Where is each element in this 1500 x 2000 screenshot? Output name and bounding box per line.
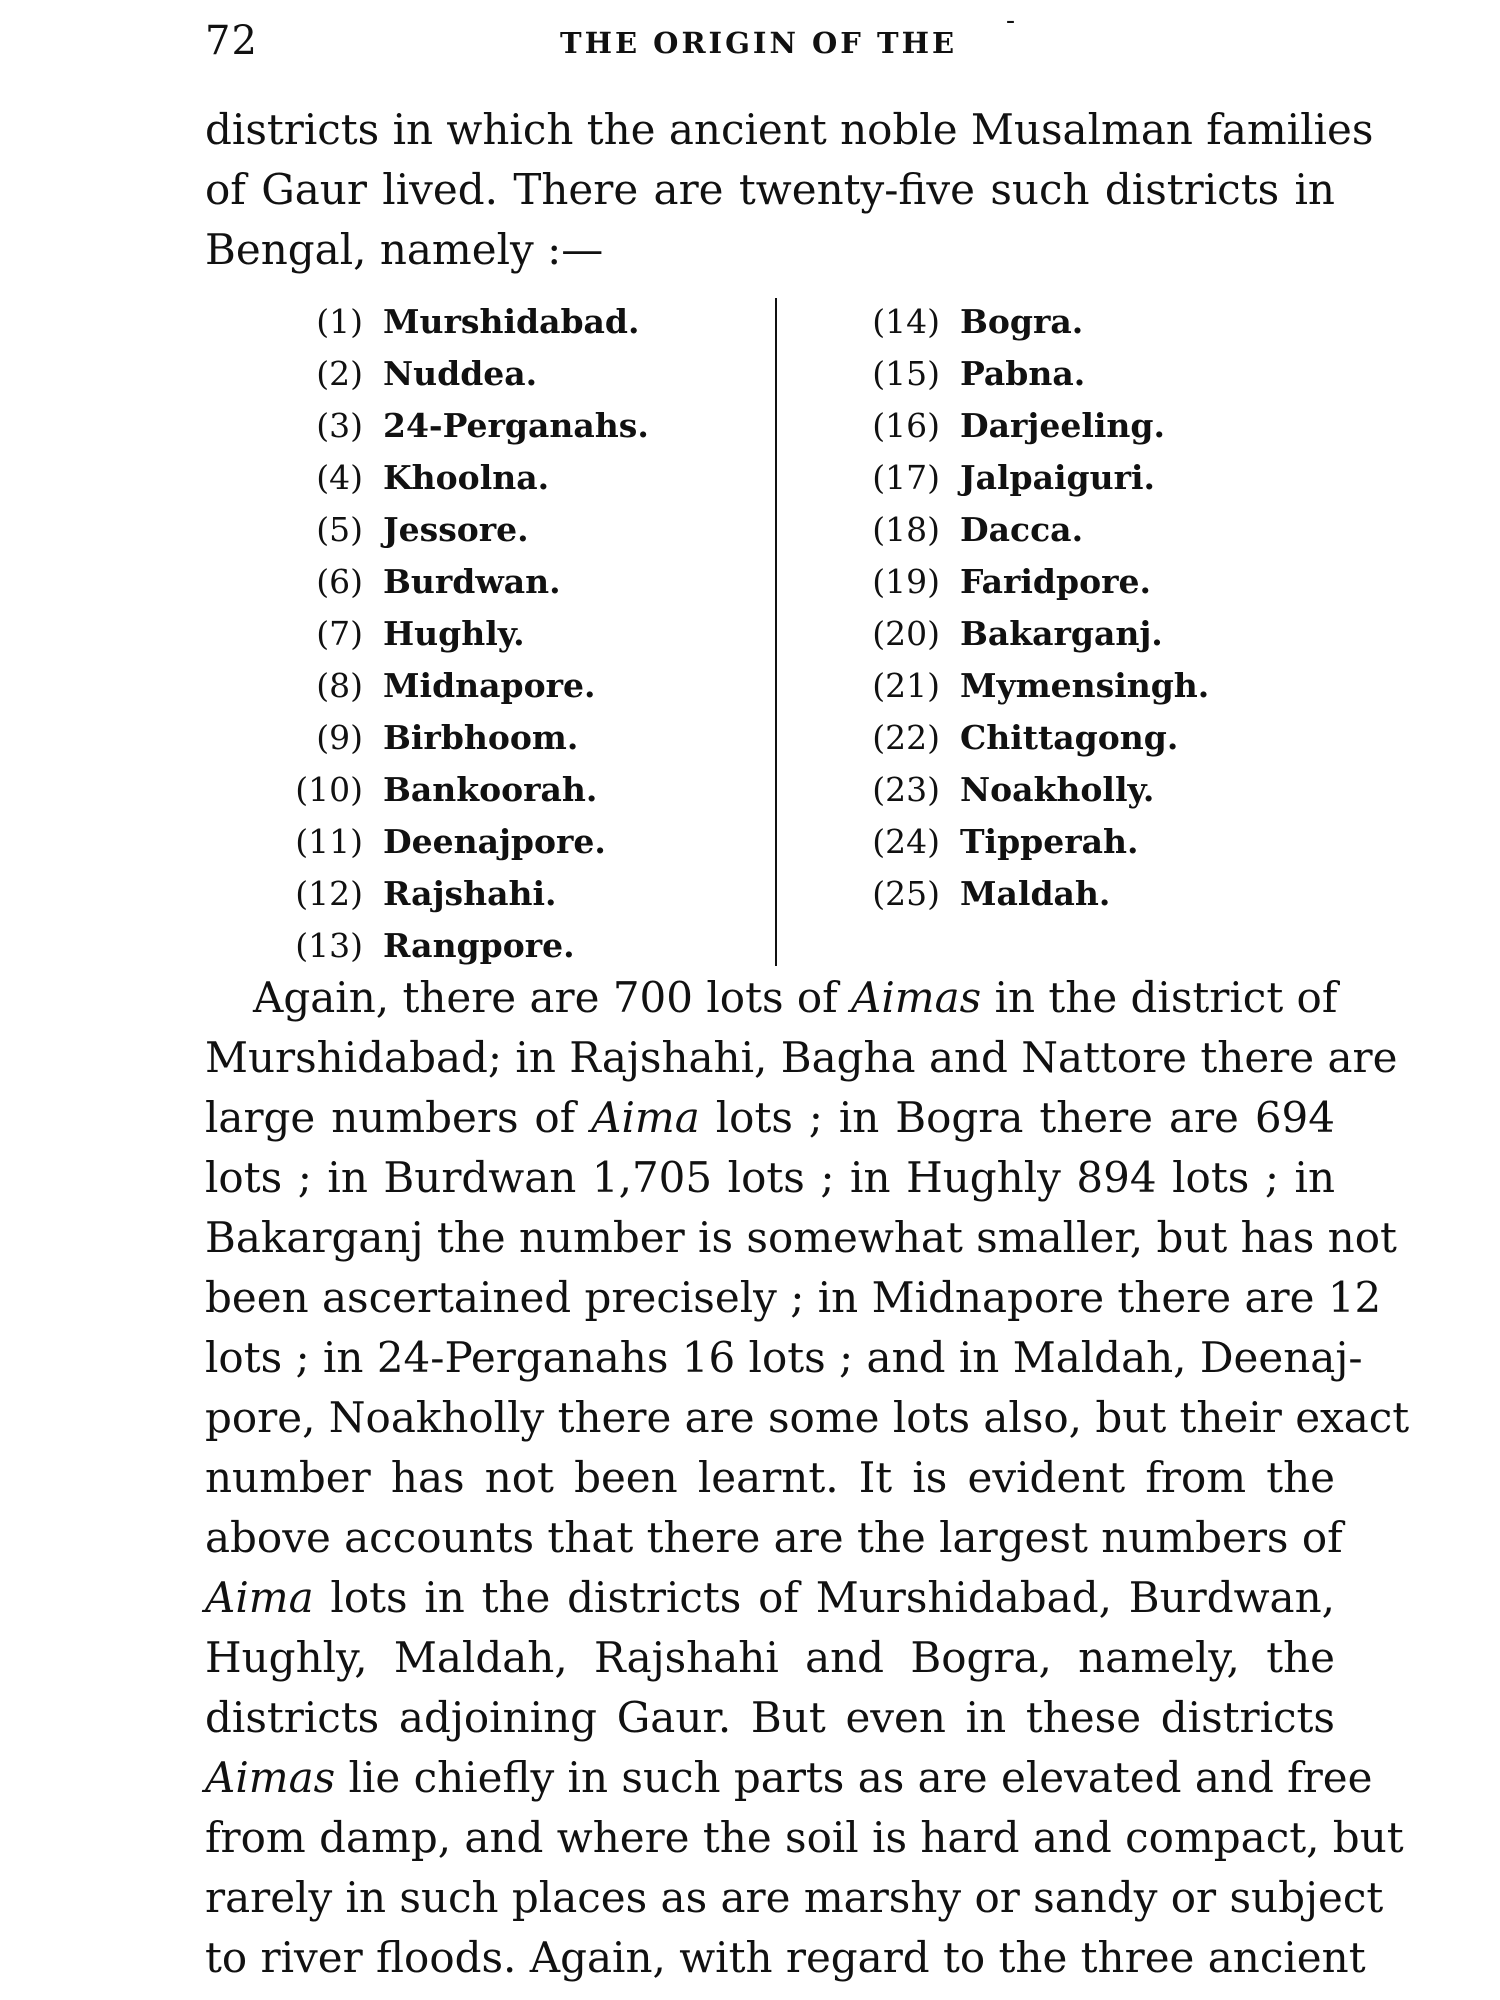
district-name: Jalpaiguri. [960,458,1156,497]
district-name: Chittagong. [960,718,1179,757]
district-number: (17) [872,458,940,497]
page-header [205,18,1335,68]
district-name: Bogra. [960,302,1084,341]
district-entry [268,452,649,504]
district-name: Burdwan. [383,562,561,601]
text-line [205,1748,1373,1808]
district-name: Faridpore. [960,562,1151,601]
text-line: lots ; in Burdwan 1,705 lots ; in Hughly 894 lots ; in [205,1153,1335,1202]
district-number: (22) [872,718,940,757]
district-name: Jessore. [383,510,529,549]
text-run: Again, there are 700 lots of [253,973,852,1022]
text-line: Bengal, namely :— [205,225,604,274]
district-number: (10) [295,770,363,809]
district-number: (6) [316,562,363,601]
district-name: Mymensingh. [960,666,1210,705]
text-line [205,968,1338,1028]
district-entry [850,816,1209,868]
district-entry [850,504,1209,556]
page-number: 72 [205,18,258,64]
district-entry [850,712,1209,764]
district-entry [268,400,649,452]
district-number: (8) [316,666,363,705]
district-number: (12) [295,874,363,913]
district-entry [268,348,649,400]
district-entry [268,816,649,868]
district-entry [268,712,649,764]
text-line: to river floods. Again, with regard to the three ancient [205,1933,1366,1982]
body-paragraph [205,968,1410,1988]
district-number: (2) [316,354,363,393]
italic-term: Aima [591,1093,700,1142]
district-number: (7) [316,614,363,653]
text-run: large numbers of [205,1093,592,1142]
district-name: Maldah. [960,874,1111,913]
text-line: been ascertained precisely ; in Midnapore there are 12 [205,1273,1382,1322]
text-line: Bakarganj the number is somewhat smaller, but has not [205,1213,1397,1262]
district-name: Dacca. [960,510,1084,549]
running-title [560,18,1019,60]
district-name: Rajshahi. [383,874,557,913]
district-entry [850,348,1209,400]
text-run: lie chiefly in such parts as are elevated and free [335,1753,1373,1802]
district-entry [268,660,649,712]
district-number: (20) [872,614,940,653]
district-number: (25) [872,874,940,913]
district-number: (23) [872,770,940,809]
district-number: (5) [316,510,363,549]
italic-term: Aimas [205,1753,336,1802]
district-number: (4) [316,458,363,497]
text-line [205,1088,1335,1148]
running-title-text: THE ORIGIN OF THE [560,26,958,60]
text-line: above accounts that there are the largest numbers of [205,1513,1343,1562]
text-line: Murshidabad; in Rajshahi, Bagha and Nattore there are [205,1033,1398,1082]
district-entry [268,608,649,660]
district-entry [268,764,649,816]
district-name: Nuddea. [383,354,538,393]
text-line: lots ; in 24-Perganahs 16 lots ; and in Maldah, Deenaj- [205,1333,1363,1382]
district-column-left [268,296,649,972]
text-line: rarely in such places as are marshy or sandy or subject [205,1873,1384,1922]
district-entry [850,452,1209,504]
district-column-right [850,296,1209,920]
district-name: Pabna. [960,354,1086,393]
text-line [205,1568,1335,1628]
running-title-mark: ˉ [1005,18,1019,44]
text-line: districts in which the ancient noble Musalman families [205,105,1374,154]
district-name: 24-Perganahs. [383,406,649,445]
intro-paragraph [205,100,1374,280]
text-line: from damp, and where the soil is hard and compact, but [205,1813,1404,1862]
district-number: (13) [295,926,363,965]
district-entry [268,296,649,348]
district-entry [850,764,1209,816]
district-number: (24) [872,822,940,861]
district-number: (11) [295,822,363,861]
district-entry [850,400,1209,452]
district-name: Hughly. [383,614,525,653]
text-run: lots in the districts of Murshidabad, Burdwan, [313,1573,1335,1622]
district-entry [268,868,649,920]
italic-term: Aima [205,1573,314,1622]
district-number: (14) [872,302,940,341]
text-line: Hughly, Maldah, Rajshahi and Bogra, namely, the [205,1633,1335,1682]
district-name: Murshidabad. [383,302,640,341]
district-name: Birbhoom. [383,718,579,757]
district-number: (9) [316,718,363,757]
district-name: Rangpore. [383,926,575,965]
column-divider [775,298,777,966]
district-entry [850,868,1209,920]
district-entry [850,556,1209,608]
text-line: pore, Noakholly there are some lots also, but their exact [205,1393,1410,1442]
district-number: (3) [316,406,363,445]
district-entry [268,556,649,608]
district-name: Tipperah. [960,822,1139,861]
district-number: (19) [872,562,940,601]
district-entry [850,660,1209,712]
district-entry [268,504,649,556]
text-run: lots ; in Bogra there are 694 [699,1093,1335,1142]
district-name: Bankoorah. [383,770,598,809]
district-entry [850,296,1209,348]
district-entry [850,608,1209,660]
text-line: number has not been learnt. It is evident from the [205,1453,1335,1502]
district-number: (16) [872,406,940,445]
district-number: (21) [872,666,940,705]
district-number: (15) [872,354,940,393]
district-name: Noakholly. [960,770,1155,809]
district-name: Khoolna. [383,458,550,497]
italic-term: Aimas [851,973,982,1022]
district-name: Deenajpore. [383,822,606,861]
district-number: (18) [872,510,940,549]
text-run: in the district of [981,973,1338,1022]
text-line: districts adjoining Gaur. But even in these districts [205,1693,1335,1742]
district-entry [268,920,649,972]
district-number: (1) [316,302,363,341]
district-name: Midnapore. [383,666,596,705]
district-name: Bakarganj. [960,614,1163,653]
text-line: of Gaur lived. There are twenty-five such districts in [205,165,1335,214]
district-name: Darjeeling. [960,406,1165,445]
district-list [0,296,1500,976]
